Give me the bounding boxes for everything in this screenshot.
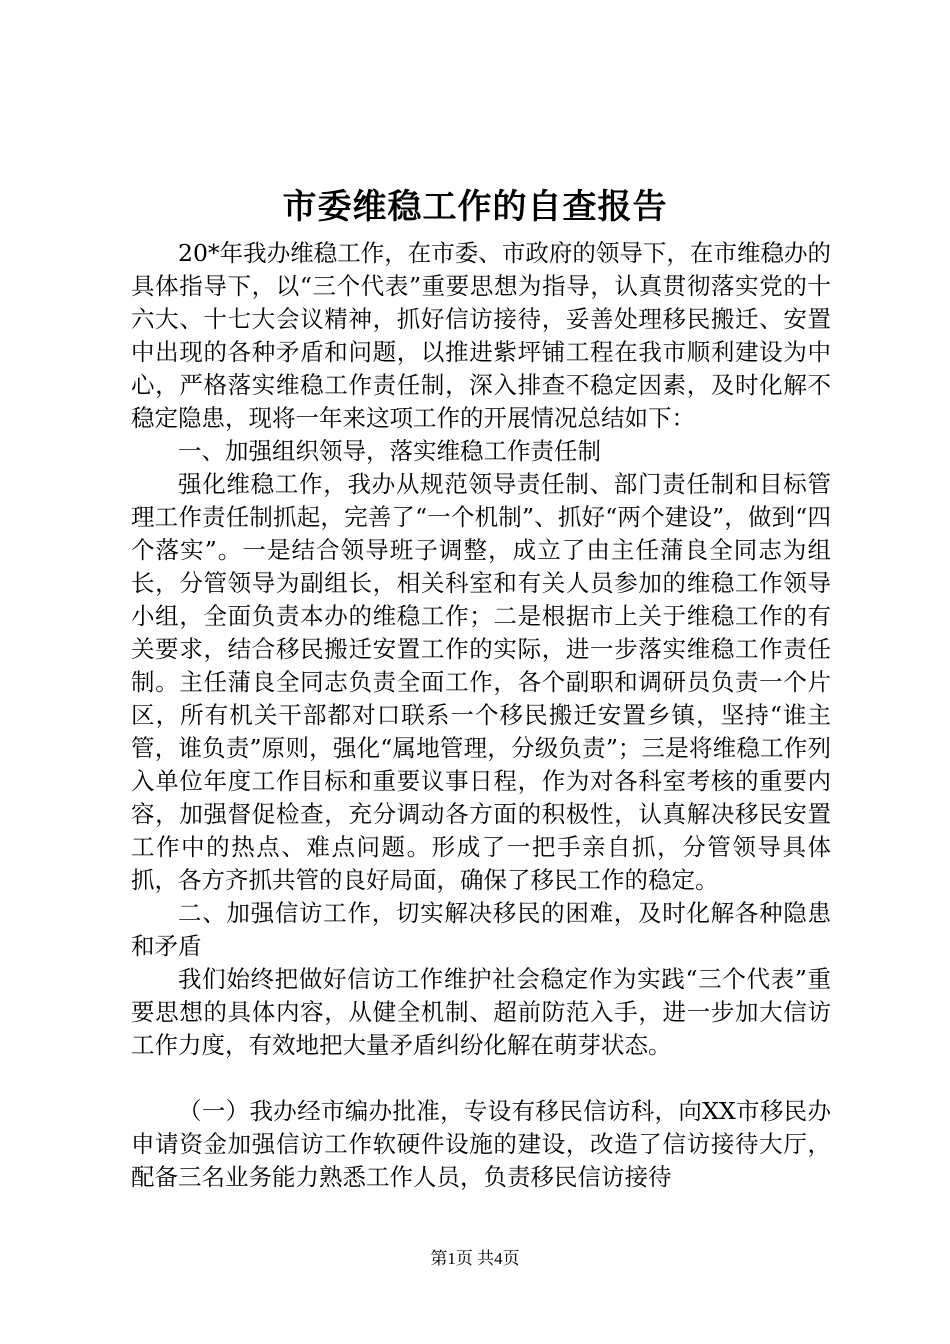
document-title: 市委维稳工作的自查报告 <box>282 187 668 227</box>
document-body <box>131 237 831 1194</box>
intro-paragraph: 20*年我办维稳工作，在市委、市政府的领导下，在市维稳办的具体指导下，以“三个代表”重要思想为指导，认真贯彻落实党的十六大、十七大会议精神，抓好信访接待，妥善处理移民搬迁、安置中出现的各种矛盾和问题，以推进紫坪铺工程在我市顺利建设为中心，严格落实维稳工作责任制，深入排查不稳定因素，及时化解不稳定隐患，现将一年来这项工作的开展情况总结如下： <box>131 239 831 432</box>
section-1-paragraph: 强化维稳工作，我办从规范领导责任制、部门责任制和目标管理工作责任制抓起，完善了“一个机制”、抓好“两个建设”，做到“四个落实”。一是结合领导班子调整，成立了由主任蒲良全同志为组长，分管领导为副组长，相关科室和有关人员参加的维稳工作领导小组，全面负责本办的维稳工作；二是根据市上关于维稳工作的有关要求，结合移民搬迁安置工作的实际，进一步落实维稳工作责任制。主任蒲良全同志负责全面工作，各个副职和调研员负责一个片区，所有机关干部都对口联系一个移民搬迁安置乡镇，坚持“谁主管，谁负责”原则，强化“属地管理，分级负责”；三是将维稳工作列入单位年度工作目标和重要议事日程，作为对各科室考核的重要内容，加强督促检查，充分调动各方面的积极性，认真解决移民安置工作中的热点、难点问题。形成了一把手亲自抓，分管领导具体抓，各方齐抓共管的良好局面，确保了移民工作的稳定。 <box>131 470 831 894</box>
subsection-1-paragraph: （一）我办经市编办批准，专设有移民信访科，向XX市移民办申请资金加强信访工作软硬件设施的建设，改造了信访接待大厅，配备三名业务能力熟悉工作人员，负责移民信访接待 <box>131 1097 831 1191</box>
section-2-paragraph: 我们始终把做好信访工作维护社会稳定作为实践“三个代表”重要思想的具体内容，从健全机制、超前防范入手，进一步加大信访工作力度，有效地把大量矛盾纠纷化解在萌芽状态。 <box>131 965 831 1059</box>
section-heading-2: 二、加强信访工作，切实解决移民的困难，及时化解各种隐患和矛盾 <box>131 899 831 960</box>
section-heading-1: 一、加强组织领导，落实维稳工作责任制 <box>178 437 601 465</box>
page-footer: 第1页 共4页 <box>430 1249 520 1268</box>
